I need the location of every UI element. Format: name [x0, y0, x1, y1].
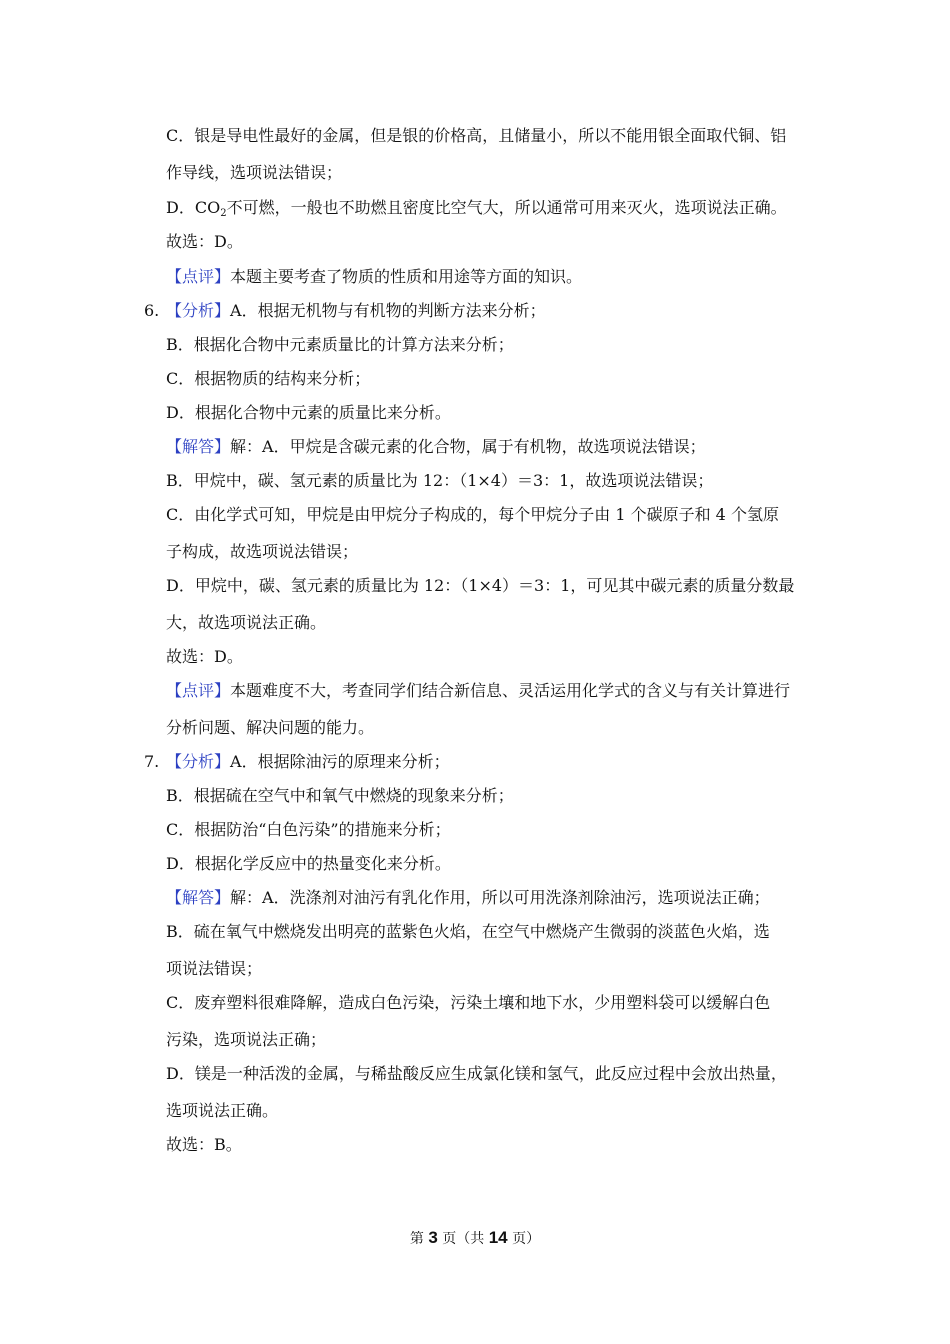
q7-solution-tag: 【解答】: [166, 888, 231, 907]
q7-analysis-b: B．根据硫在空气中和氧气中燃烧的现象来分析；: [166, 786, 514, 805]
q5-option-d-pre: D．CO: [166, 198, 221, 217]
q6-solution-b: B．甲烷中，碳、氢元素的质量比为 12：（1×4）＝3：1，故选项说法错误；: [166, 471, 714, 490]
q6-analysis: [166, 300, 830, 322]
q7-solution-d-line2: 选项说法正确。: [166, 1101, 279, 1120]
q5-option-c-line2: 作导线，选项说法错误；: [166, 163, 343, 182]
q6-analysis-c: C．根据物质的结构来分析；: [166, 369, 371, 388]
q6-analysis-b: B．根据化合物中元素质量比的计算方法来分析；: [166, 335, 514, 354]
q6-comment-line2: 分析问题、解决问题的能力。: [166, 718, 375, 737]
q7-analysis-c: C．根据防治“白色污染”的措施来分析；: [166, 820, 451, 839]
q7-solution-b-line1: B．硫在氧气中燃烧发出明亮的蓝紫色火焰，在空气中燃烧产生微弱的淡蓝色火焰，选: [166, 922, 770, 941]
page-footer: [0, 1228, 950, 1249]
q5-comment-tag: 【点评】: [166, 267, 231, 286]
q6-comment-line1: [166, 680, 830, 702]
q6-analysis-tag: 【分析】: [166, 301, 231, 320]
q7-analysis-tag: 【分析】: [166, 752, 231, 771]
q7-analysis-a: A．根据除油污的原理来分析；: [230, 752, 450, 771]
footer-total-pages: 14: [488, 1228, 508, 1247]
q6-solution-c-line2: 子构成，故选项说法错误；: [166, 542, 359, 561]
q7-solution-d-line1: D．镁是一种活泼的金属，与稀盐酸反应生成氯化镁和氢气，此反应过程中会放出热量，: [166, 1064, 787, 1083]
q6-solution: [166, 436, 830, 458]
q6-number: 6.: [144, 301, 160, 320]
q5-comment-text: 本题主要考查了物质的性质和用途等方面的知识。: [230, 267, 583, 286]
q7-solution-c-line1: C．废弃塑料很难降解，造成白色污染，污染土壤和地下水，少用塑料袋可以缓解白色: [166, 993, 771, 1012]
q6-analysis-d: D．根据化合物中元素的质量比来分析。: [166, 403, 451, 422]
q7-solution-a: 解：A．洗涤剂对油污有乳化作用，所以可用洗涤剂除油污，选项说法正确；: [230, 888, 770, 907]
q5-answer: 故选：D。: [166, 232, 243, 251]
q7-analysis: [166, 751, 830, 773]
q5-option-d-post: 不可燃，一般也不助燃且密度比空气大，所以通常可用来灭火，选项说法正确。: [226, 198, 787, 217]
q6-solution-c-line1: C．由化学式可知，甲烷是由甲烷分子构成的，每个甲烷分子由 1 个碳原子和 4 个氢原: [166, 505, 779, 524]
q6-solution-a: 解：A．甲烷是含碳元素的化合物，属于有机物，故选项说法错误；: [230, 437, 706, 456]
q6-solution-tag: 【解答】: [166, 437, 231, 456]
q6-analysis-a: A．根据无机物与有机物的判断方法来分析；: [230, 301, 546, 320]
q5-comment: [166, 266, 830, 288]
q7-solution-c-line2: 污染，选项说法正确；: [166, 1030, 327, 1049]
footer-page-number: 3: [428, 1228, 438, 1247]
q5-option-d: [166, 197, 830, 219]
q6-answer: 故选：D。: [166, 647, 243, 666]
footer-middle: 页（共: [442, 1231, 485, 1247]
q6-comment-tag: 【点评】: [166, 681, 231, 700]
q5-co2-subscript: 2: [220, 208, 227, 219]
footer-prefix: 第: [409, 1231, 424, 1247]
q7-number: 7.: [144, 752, 160, 771]
q6-solution-d-line1: D．甲烷中，碳、氢元素的质量比为 12：（1×4）＝3：1，可见其中碳元素的质量分数最: [166, 576, 795, 595]
q7-analysis-d: D．根据化学反应中的热量变化来分析。: [166, 854, 451, 873]
q6-solution-d-line2: 大，故选项说法正确。: [166, 613, 327, 632]
q7-solution: [166, 887, 830, 909]
footer-suffix: 页）: [512, 1231, 541, 1247]
q7-solution-b-line2: 项说法错误；: [166, 959, 263, 978]
q6-comment-text1: 本题难度不大，考查同学们结合新信息、灵活运用化学式的含义与有关计算进行: [230, 681, 791, 700]
q7-answer: 故选：B。: [166, 1135, 242, 1154]
q5-option-c-line1: C．银是导电性最好的金属，但是银的价格高，且储量小，所以不能用银全面取代铜、铝: [166, 126, 787, 145]
